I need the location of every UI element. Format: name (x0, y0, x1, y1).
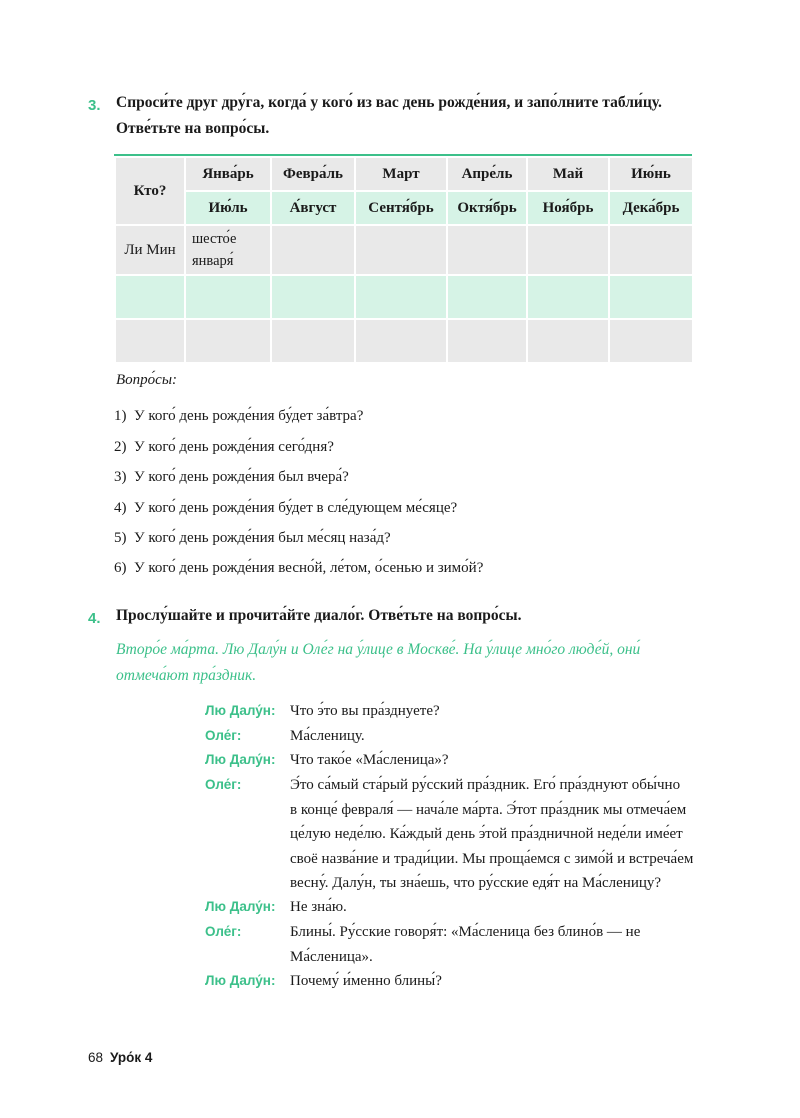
row-name-cell: Ли Мин (115, 225, 185, 275)
month-header: Февра́ль (271, 157, 355, 191)
birthday-date-cell (185, 225, 271, 275)
question-item: 1) У кого́ день рожде́ния бу́дет за́втра? (114, 408, 364, 424)
question-item: 2) У кого́ день рожде́ния сего́дня? (114, 439, 334, 455)
empty-cell (447, 319, 527, 363)
empty-cell (355, 319, 447, 363)
question-item: 6) У кого́ день рожде́ния весно́й, ле́том, о́сенью и зимо́й? (114, 560, 484, 576)
month-header: Ию́нь (609, 157, 693, 191)
table-row (115, 319, 693, 363)
speaker-label: Лю Далу́н: (205, 973, 276, 988)
dialogue-line: Что э́то вы пра́зднуете? (290, 703, 440, 719)
empty-cell (609, 225, 693, 275)
dialogue-line: Ма́сленица». (290, 948, 373, 965)
speaker-label: Оле́г: (205, 924, 242, 939)
exercise-3-title-line1: Спроси́те друг дру́га, когда́ у кого́ из вас день рожде́ния, и запо́лните табли́цу. (116, 94, 662, 111)
dialogue-intro (116, 637, 696, 689)
speaker-label: Лю Далу́н: (205, 703, 276, 718)
who-header: Кто? (115, 157, 185, 225)
speaker-label: Оле́г: (205, 728, 242, 743)
month-header: Янва́рь (185, 157, 271, 191)
empty-cell (115, 275, 185, 319)
question-item: 5) У кого́ день рожде́ния был ме́сяц наза́д? (114, 530, 391, 546)
month-header: Май (527, 157, 609, 191)
birthday-table (114, 156, 694, 364)
intro-line: Второ́е ма́рта. Лю Далу́н и Оле́г на у́лице в Москве́. На у́лице мно́го люде́й, они́ (116, 641, 641, 658)
exercise-3-title (116, 90, 696, 142)
month-header: Октя́брь (447, 191, 527, 225)
empty-cell (527, 275, 609, 319)
empty-cell (355, 275, 447, 319)
speaker-label: Лю Далу́н: (205, 752, 276, 767)
exercise-4-title: Прослу́шайте и прочита́йте диало́г. Отве́тьте на вопро́сы. (116, 607, 522, 624)
empty-cell (185, 319, 271, 363)
empty-cell (271, 319, 355, 363)
date-line: шесто́е (192, 231, 237, 247)
dialogue-line: Ма́сленицу. (290, 728, 365, 744)
exercise-4-number: 4. (88, 610, 101, 627)
dialogue-line: Не зна́ю. (290, 899, 347, 915)
empty-cell (355, 225, 447, 275)
dialogue-line: Э́то са́мый ста́рый ру́сский пра́здник. Его́ пра́зднуют обы́чно (290, 777, 681, 793)
dialogue-turn (290, 920, 694, 969)
month-header: Ию́ль (185, 191, 271, 225)
dialogue-line: це́лую неде́лю. Ка́ждый день э́той пра́здничной неде́ли име́ет (290, 826, 683, 842)
questions-label: Вопро́сы: (116, 372, 177, 388)
empty-cell (115, 319, 185, 363)
question-item: 4) У кого́ день рожде́ния бу́дет в сле́дующем ме́сяце? (114, 500, 458, 516)
dialogue-turn (290, 773, 694, 896)
empty-cell (271, 275, 355, 319)
intro-line: отмеча́ют пра́здник. (116, 667, 257, 684)
empty-cell (527, 319, 609, 363)
question-item: 3) У кого́ день рожде́ния был вчера́? (114, 469, 349, 485)
month-header: Апре́ль (447, 157, 527, 191)
dialogue-line: весну́. Далу́н, ты зна́ешь, что ру́сские едя́т на Ма́сленицу? (290, 875, 662, 891)
dialogue-line: Блины́. Ру́сские говоря́т: «Ма́сленица без блино́в — не (290, 924, 641, 940)
month-header: Март (355, 157, 447, 191)
empty-cell (609, 275, 693, 319)
empty-cell (609, 319, 693, 363)
empty-cell (447, 225, 527, 275)
empty-cell (271, 225, 355, 275)
exercise-3-title-line2: Отве́тьте на вопро́сы. (116, 120, 270, 137)
speaker-label: Лю Далу́н: (205, 899, 276, 914)
speaker-label: Оле́г: (205, 777, 242, 792)
month-header: Сентя́брь (355, 191, 447, 225)
lesson-label: Уро́к 4 (110, 1050, 153, 1065)
date-line: января́ (192, 253, 234, 269)
empty-cell (527, 225, 609, 275)
dialogue-line: Что тако́е «Ма́сленица»? (290, 752, 449, 768)
month-header: Дека́брь (609, 191, 693, 225)
table-row (115, 225, 693, 275)
dialogue-line: Почему́ и́менно блины́? (290, 973, 442, 989)
empty-cell (185, 275, 271, 319)
page-number: 68 (88, 1050, 104, 1065)
dialogue-line: в конце́ февраля́ — нача́ле ма́рта. Э́тот пра́здник мы отмеча́ем (290, 801, 687, 818)
empty-cell (447, 275, 527, 319)
month-header: Ноя́брь (527, 191, 609, 225)
dialogue-line: своё назва́ние и тради́ции. Мы проща́емся с зимо́й и встреча́ем (290, 850, 694, 867)
table-row (115, 275, 693, 319)
month-header: А́вгуст (271, 191, 355, 225)
exercise-3-number: 3. (88, 97, 101, 114)
